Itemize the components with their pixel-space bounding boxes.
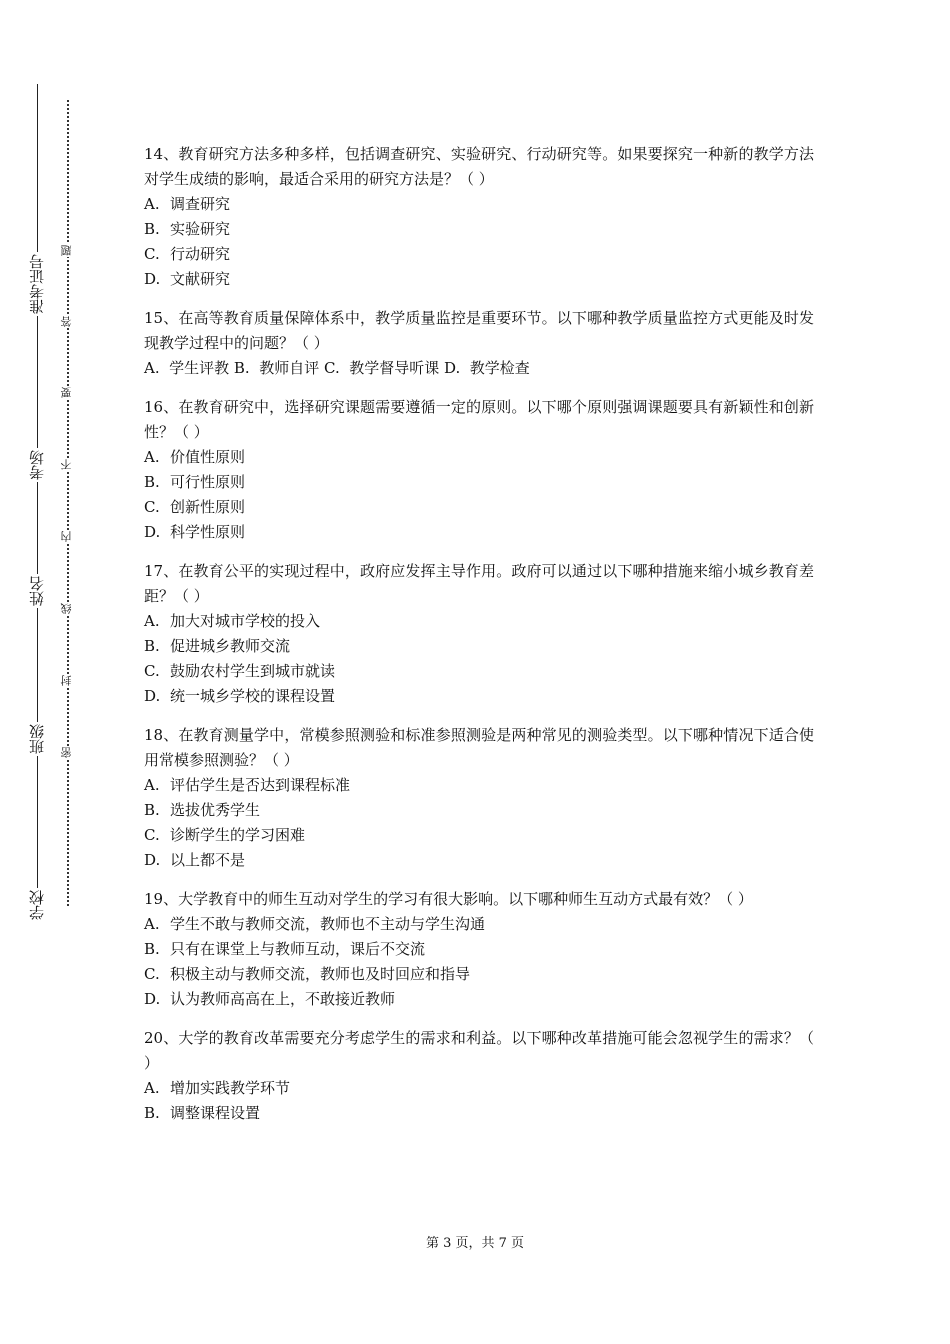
seal-char: 内: [60, 530, 76, 543]
option-text: 实验研究: [170, 220, 231, 238]
option-d[interactable]: [144, 987, 814, 1012]
option-a[interactable]: [144, 192, 814, 217]
option-a[interactable]: [144, 445, 814, 470]
question-stem: 14、教育研究方法多种多样，包括调查研究、实验研究、行动研究等。如果要探究一种新的教学方法对学生成绩的影响，最适合采用的研究方法是？（ ）: [144, 145, 814, 188]
option-letter: D.: [144, 851, 161, 869]
question-stem: 18、在教育测量学中，常模参照测验和标准参照测验是两种常见的测验类型。以下哪种情况下适合使用常模参照测验？（ ）: [144, 726, 814, 769]
seal-char: 题: [60, 244, 76, 257]
question-19: [144, 887, 814, 1012]
option-letter: B.: [144, 473, 160, 491]
option-letter: D.: [144, 270, 161, 288]
option-text: 评估学生是否达到课程标准: [170, 776, 351, 794]
option-text: 创新性原则: [170, 498, 246, 516]
option-letter: C.: [144, 245, 160, 263]
option-b[interactable]: [144, 798, 814, 823]
option-text: 学生不敢与教师交流，教师也不主动与学生沟通: [170, 915, 486, 933]
option-b[interactable]: [144, 217, 814, 242]
option-text: 促进城乡教师交流: [170, 637, 291, 655]
option-c[interactable]: [144, 962, 814, 987]
option-text: 调查研究: [170, 195, 231, 213]
option-a[interactable]: [144, 773, 814, 798]
seal-char: 密: [60, 746, 76, 759]
option-text: 统一城乡学校的课程设置: [170, 687, 336, 705]
question-14: [144, 142, 814, 292]
option-letter: A.: [144, 1079, 160, 1097]
option-d[interactable]: [144, 520, 814, 545]
option-letter: A.: [144, 195, 160, 213]
option-text: 价值性原则: [170, 448, 246, 466]
option-b[interactable]: [144, 1101, 814, 1126]
question-stem: 15、在高等教育质量保障体系中，教学质量监控是重要环节。以下哪种教学质量监控方式更能及时发现教学过程中的问题？（ ）: [144, 309, 814, 352]
option-a[interactable]: [144, 609, 814, 634]
option-text: 认为教师高高在上，不敢接近教师: [170, 990, 396, 1008]
option-letter: A.: [144, 448, 160, 466]
question-stem: 16、在教育研究中，选择研究课题需要遵循一定的原则。以下哪个原则强调课题要具有新颖性和创新性？（ ）: [144, 398, 814, 441]
exam-id-label: 准考证号: [22, 252, 52, 316]
question-stem: 17、在教育公平的实现过程中，政府应发挥主导作用。政府可以通过以下哪种措施来缩小城乡教育差距？（ ）: [144, 562, 814, 605]
school-label: 学校: [22, 888, 52, 922]
option-letter: B.: [144, 220, 160, 238]
option-letter: C.: [144, 965, 160, 983]
question-stem: 20、大学的教育改革需要充分考虑学生的需求和利益。以下哪种改革措施可能会忽视学生的需求？（ ）: [144, 1029, 814, 1072]
question-16: [144, 395, 814, 545]
option-text: 增加实践教学环节: [170, 1079, 291, 1097]
option-letter: C.: [144, 498, 160, 516]
seal-char: 不: [60, 458, 76, 471]
option-a[interactable]: [144, 912, 814, 937]
option-b[interactable]: [144, 937, 814, 962]
option-d[interactable]: [144, 848, 814, 873]
option-text: 只有在课堂上与教师互动，课后不交流: [170, 940, 426, 958]
seal-dotted-line: [67, 100, 69, 906]
option-d[interactable]: [144, 267, 814, 292]
name-label: 姓名: [22, 574, 52, 608]
option-letter: C.: [144, 662, 160, 680]
option-text: 可行性原则: [170, 473, 246, 491]
option-text: 科学性原则: [170, 523, 246, 541]
option-letter: D.: [144, 990, 161, 1008]
seal-char: 要: [60, 386, 76, 399]
option-c[interactable]: [144, 242, 814, 267]
option-letter: D.: [144, 687, 161, 705]
option-letter: A.: [144, 776, 160, 794]
binding-solid-line: [37, 84, 38, 922]
option-text: 积极主动与教师交流，教师也及时回应和指导: [170, 965, 471, 983]
question-20: [144, 1026, 814, 1126]
option-letter: A.: [144, 612, 160, 630]
option-letter: B.: [144, 801, 160, 819]
seal-char: 封: [60, 674, 76, 687]
option-letter: B.: [144, 1104, 160, 1122]
seal-char: 答: [60, 315, 76, 328]
option-text: 鼓励农村学生到城市就读: [170, 662, 336, 680]
option-text: 以上都不是: [170, 851, 246, 869]
option-c[interactable]: [144, 823, 814, 848]
page-footer: 第 3 页，共 7 页: [425, 1236, 525, 1251]
option-letter: B.: [144, 940, 160, 958]
option-letter: D.: [144, 523, 161, 541]
option-b[interactable]: [144, 634, 814, 659]
option-b[interactable]: [144, 470, 814, 495]
option-d[interactable]: [144, 684, 814, 709]
option-text: 加大对城市学校的投入: [170, 612, 321, 630]
inline-options[interactable]: A. 学生评教 B. 教师自评 C. 教学督导听课 D. 教学检查: [144, 359, 530, 377]
question-list: [144, 142, 814, 1140]
question-15: [144, 306, 814, 381]
option-text: 诊断学生的学习困难: [170, 826, 306, 844]
seal-char: 线: [60, 602, 76, 615]
option-text: 文献研究: [170, 270, 231, 288]
option-text: 行动研究: [170, 245, 231, 263]
option-letter: B.: [144, 637, 160, 655]
option-text: 选拔优秀学生: [170, 801, 261, 819]
option-c[interactable]: [144, 495, 814, 520]
question-18: [144, 723, 814, 873]
option-letter: C.: [144, 826, 160, 844]
option-letter: A.: [144, 915, 160, 933]
class-label: 班级: [22, 722, 52, 756]
option-c[interactable]: [144, 659, 814, 684]
option-text: 调整课程设置: [170, 1104, 261, 1122]
question-17: [144, 559, 814, 709]
exam-room-label: 考场: [22, 448, 52, 482]
question-stem: 19、大学教育中的师生互动对学生的学习有很大影响。以下哪种师生互动方式最有效？（ ）: [144, 890, 753, 908]
option-a[interactable]: [144, 1076, 814, 1101]
